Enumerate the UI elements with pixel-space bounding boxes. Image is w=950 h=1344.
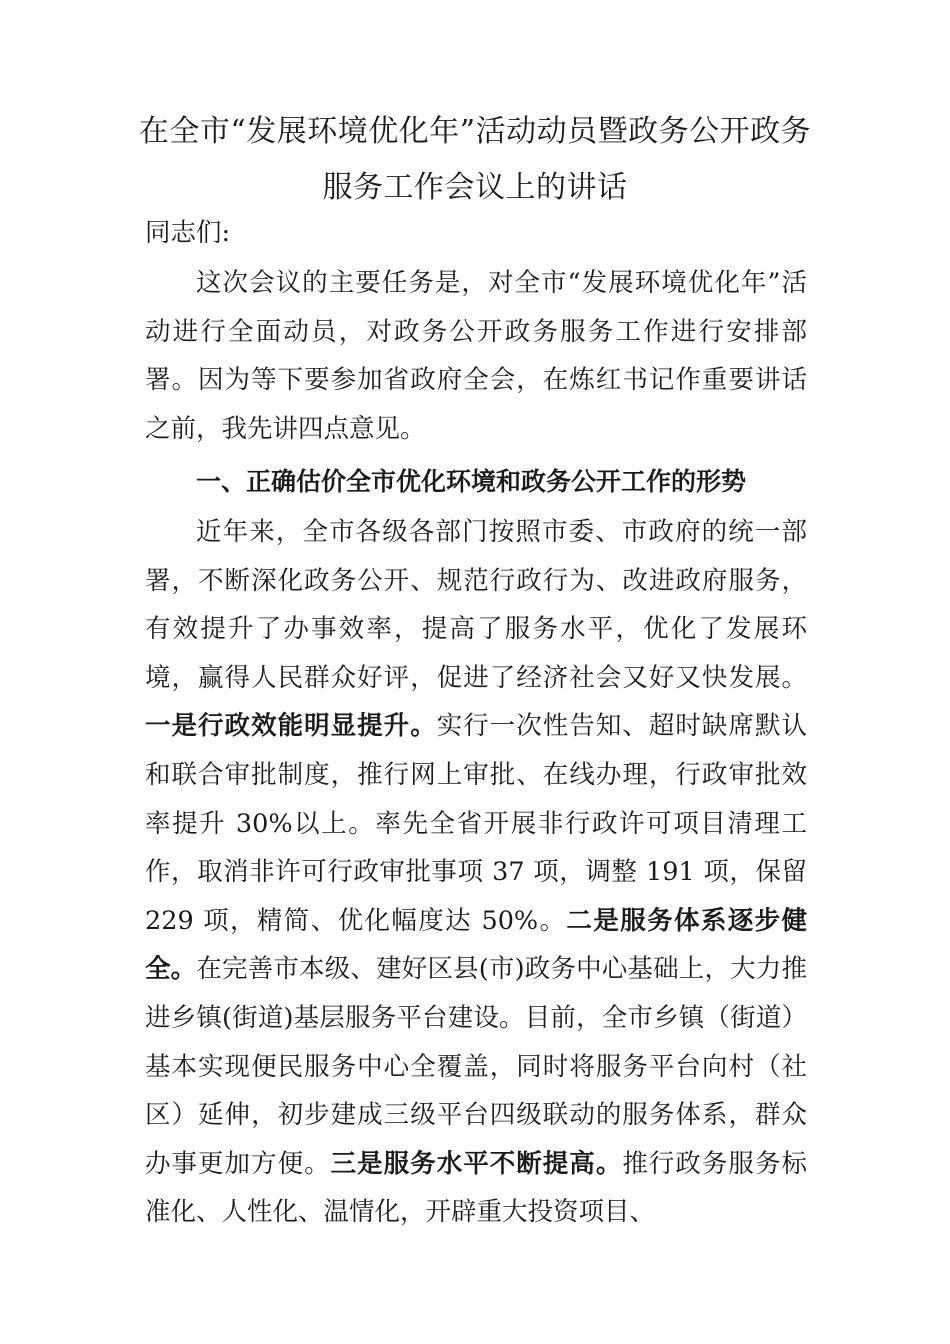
paragraph-opening: 近年来，全市各级各部门按照市委、市政府的统一部署，不断深化政务公开、规范行政行为、改进政府服务，有效提升了办事效率，提高了服务水平，优化了发展环境，赢得人民群众好评，促进了经济社会又好又快发展。 <box>145 517 807 693</box>
section-paragraph <box>145 508 807 1237</box>
point-3-text: 推行政务服务标准化、人性化、温情化，开辟重大投资项目、 <box>145 1148 807 1228</box>
document-title <box>120 104 830 216</box>
intro-paragraph: 这次会议的主要任务是，对全市“发展环境优化年”活动进行全面动员，对政务公开政务服务工作进行安排部署。因为等下要参加省政府全会，在炼红书记作重要讲话之前，我先讲四点意见。 <box>145 268 807 444</box>
point-1-text: 实行一次性告知、超时缺席默认和联合审批制度，推行网上审批、在线办理，行政审批效率提升 30%以上。率先全省开展非行政许可项目清理工作，取消非许可行政审批事项 37 项，调整 191 项，保留 229 项，精简、优化幅度达 50%。 <box>145 711 807 936</box>
point-2-lead: 二是服务体系逐步健全。 <box>145 905 807 985</box>
title-line-1: 在全市“发展环境优化年”活动动员暨政务公开政务 <box>138 114 812 149</box>
section-heading: 一、正确估价全市优化环境和政务公开工作的形势 <box>196 467 747 496</box>
title-line-2: 服务工作会议上的讲话 <box>322 170 628 205</box>
greeting: 同志们: <box>145 218 231 248</box>
point-2-text: 在完善市本级、建好区县(市)政务中心基础上，大力推进乡镇(街道)基层服务平台建设。目前，全市乡镇（街道）基本实现便民服务中心全覆盖，同时将服务平台向村（社区）延伸，初步建成三级平台四级联动的服务体系，群众办事更加方便。 <box>145 954 807 1179</box>
point-3-lead: 三是服务水平不断提高。 <box>330 1148 623 1179</box>
point-1-lead: 一是行政效能明显提升。 <box>145 711 437 742</box>
